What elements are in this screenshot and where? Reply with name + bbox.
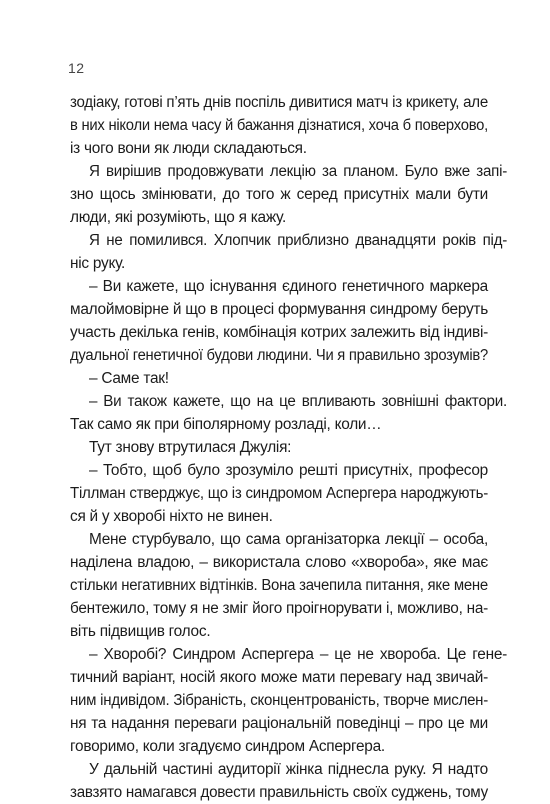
text-line: ним індивідом. Зібраність, сконцентрованість, творче мислен-: [70, 692, 488, 709]
text-line: ніс руку.: [70, 255, 126, 272]
text-line: віть підвищив голос.: [70, 623, 211, 640]
text-line: – Ви також кажете, що на це впливають зовнішні фактори.: [88, 393, 507, 410]
text-line: Мене стурбувало, що сама організаторка лекції – особа,: [89, 531, 488, 548]
text-line: ся й у хворобі ніхто не винен.: [70, 508, 273, 525]
text-line: бентежило, тому я не зміг його проігнорувати і, можливо, на-: [70, 600, 488, 617]
text-line: – Саме так!: [89, 370, 169, 387]
page-number: 12: [68, 60, 85, 76]
text-line: У дальній частині аудиторії жінка піднесла руку. Я надто: [89, 761, 488, 778]
text-line: ня та надання переваги раціональній поведінці – про це ми: [70, 715, 488, 732]
text-line: говоримо, коли згадуємо синдром Аспергера.: [70, 738, 385, 755]
text-line: Так само як при біполярному розладі, коли…: [70, 416, 382, 433]
text-line: наділена владою, – використала слово «хвороба», яке має: [70, 554, 488, 571]
text-line: – Тобто, щоб було зрозуміло решті присутніх, професор: [89, 462, 488, 479]
text-line: тичний варіант, носій якого може мати перевагу над звичай-: [70, 669, 488, 686]
text-line: люди, які розуміють, що я кажу.: [70, 209, 286, 226]
text-line: дуальної генетичної будови людини. Чи я правильно зрозумів?: [70, 347, 488, 364]
text-line: завзято намагався довести правильність своїх суджень, тому: [70, 784, 488, 801]
text-line: із чого вони як люди складаються.: [70, 140, 307, 157]
text-line: стільки негативних відтінків. Вона зачепила питання, яке мене: [70, 577, 488, 594]
text-line: Тіллман стверджує, що із синдромом Аспергера народжують-: [70, 485, 489, 502]
text-line: Тут знову втрутилася Джулія:: [89, 439, 292, 456]
text-line: в них ніколи нема часу й бажання дізнатися, хоча б поверхово,: [70, 117, 489, 134]
text-line: зно щось змінювати, до того ж серед присутніх мали бути: [70, 186, 488, 203]
text-line: – Хворобі? Синдром Аспергера – це не хвороба. Це гене-: [89, 646, 508, 663]
text-line: Я вирішив продовжувати лекцію за планом. Було вже запі-: [88, 163, 507, 180]
body-text: [70, 91, 508, 804]
text-line: участь декілька генів, комбінація котрих залежить від індиві-: [70, 324, 488, 341]
text-line: Я не помилився. Хлопчик приблизно дванадцяти років під-: [88, 232, 507, 249]
text-line: малоймовірне й що в процесі формування синдрому беруть: [70, 301, 488, 318]
text-line: зодіаку, готові п’ять днів поспіль дивитися матч із крикету, але: [70, 94, 488, 111]
text-line: – Ви кажете, що існування єдиного генетичного маркера: [89, 278, 488, 295]
